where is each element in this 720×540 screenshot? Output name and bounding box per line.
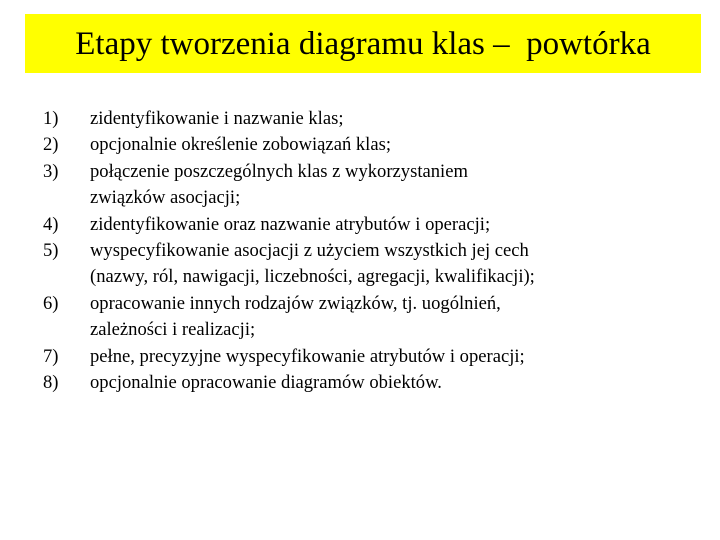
list-item	[0, 344, 720, 370]
step-line: opcjonalnie opracowanie diagramów obiektów.	[90, 372, 442, 394]
step-text	[90, 291, 680, 344]
steps-list	[0, 106, 720, 396]
step-line: opcjonalnie określenie zobowiązań klas;	[90, 134, 392, 156]
step-text	[90, 159, 680, 212]
step-number: 2)	[43, 134, 59, 156]
step-text	[90, 238, 680, 291]
list-item	[0, 291, 720, 344]
list-item	[0, 370, 720, 396]
list-item	[0, 159, 720, 212]
step-number: 7)	[43, 345, 59, 367]
step-line: zależności i realizacji;	[90, 319, 256, 341]
step-line: wyspecyfikowanie asocjacji z użyciem wszystkich jej cech	[90, 240, 529, 262]
step-number: 4)	[43, 213, 59, 235]
step-text	[90, 132, 680, 158]
step-line: (nazwy, ról, nawigacji, liczebności, agregacji, kwalifikacji);	[90, 266, 535, 288]
step-text	[90, 344, 680, 370]
slide-title: Etapy tworzenia diagramu klas – powtórka	[75, 26, 651, 62]
step-number: 8)	[43, 372, 59, 394]
step-number: 1)	[43, 108, 59, 129]
step-line: opracowanie innych rodzajów związków, tj. uogólnień,	[90, 292, 501, 314]
list-item	[0, 238, 720, 291]
title-banner	[25, 14, 701, 73]
step-line: zidentyfikowanie i nazwanie klas;	[90, 108, 344, 129]
step-text	[90, 106, 680, 132]
step-line: zidentyfikowanie oraz nazwanie atrybutów i operacji;	[90, 213, 491, 235]
step-text	[90, 212, 680, 238]
step-text	[90, 370, 680, 396]
step-line: połączenie poszczególnych klas z wykorzystaniem	[90, 160, 468, 182]
step-line: pełne, precyzyjne wyspecyfikowanie atrybutów i operacji;	[90, 345, 525, 367]
list-item	[0, 212, 720, 238]
step-line: związków asocjacji;	[90, 187, 241, 209]
step-number: 5)	[43, 240, 59, 262]
step-number: 6)	[43, 292, 59, 314]
list-item	[0, 132, 720, 158]
step-number: 3)	[43, 160, 59, 182]
list-item	[0, 106, 720, 132]
